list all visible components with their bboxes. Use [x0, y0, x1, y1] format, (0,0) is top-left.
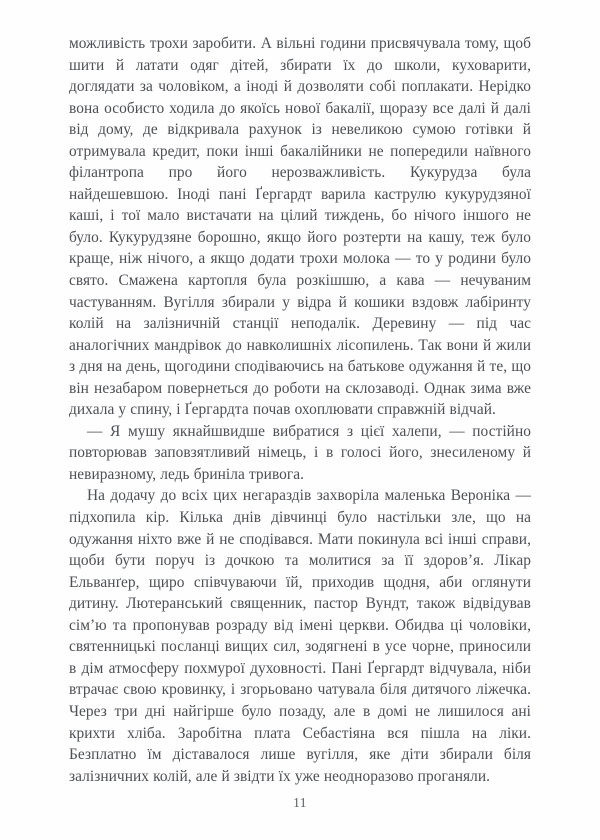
- paragraph-3: На додачу до всіх цих негараздів захворіла маленька Вероніка — підхопила кір. Кілька днів дівчинці було настільки зле, що на одужання ніхто вже й не сподівався. Мати покинула всі інші справи, щоби бути поруч із дочкою та молитися за її здоров’я. Лікар Ельванґер, щиро співчуваючи їй, приходив щодня, аби оглянути дитину. Лютеранський священник, пастор Вундт, також відвідував сім’ю та пропонував розраду від імені церкви. Обидва ці чоловіки, святенницькі посланці вищих сил, зодягнені в усе чорне, приносили в дім атмосферу похмурої духовності. Пані Ґергардт відчувала, ніби втрачає свою кровинку, і згорьовано чатувала біля дитячого ліжечка. Через три дні найгірше було позаду, але в домі не лишилося ані крихти хліба. Заробітна плата Себастіяна вся пішла на ліки. Безплатно їм діставалося лише вугілля, яке діти збирали біля залізничних колій, але й звідти їх уже неодноразово проганяли.: [69, 487, 531, 785]
- page-text-block: [69, 33, 531, 787]
- paragraph-1: можливість трохи заробити. А вільні години присвячувала тому, щоб шити й латати одяг дітей, збирати їх до школи, куховарити, доглядати за чоловіком, а іноді й дозволяти собі поплакати. Нерідко вона особисто ходила до якоїсь нової бакалії, щоразу все далі й далі від дому, де відкривала рахунок із невеликою сумою готівки й отримувала кредит, поки інші бакалійники не попередили наївного філантропа про його нерозважливість. Кукурудза була найдешевшою. Іноді пані Ґергардт варила каструлю кукурудзяної каші, і тої мало вистачати на цілий тиждень, бо нічого іншого не було. Кукурудзяне борошно, якщо його розтерти на кашу, теж було краще, ніж нічого, а якщо додати трохи молока — то у родини було свято. Смажена картопля була розкішшю, а кава — нечуваним частуванням. Вугілля збирали у відра й кошики вздовж лабіринту колій на залізничній станції неподалік. Деревину — під час аналогічних мандрівок до навколишніх лісопилень. Так вони й жили з дня на день, щогодини сподіваючись на батькове одужання й те, що він незабаром повернеться до роботи на склозаводі. Однак зима вже дихала у спину, і Ґергардта почав охоплювати справжній відчай.: [69, 35, 531, 419]
- paragraph-2: — Я мушу якнайшвидше вибратися з цієї халепи, — постійно повторював заповзятливий німець, і в голосі його, знесиленому й невиразному, ледь бриніла тривога.: [69, 422, 531, 483]
- page-number: 11: [293, 795, 307, 810]
